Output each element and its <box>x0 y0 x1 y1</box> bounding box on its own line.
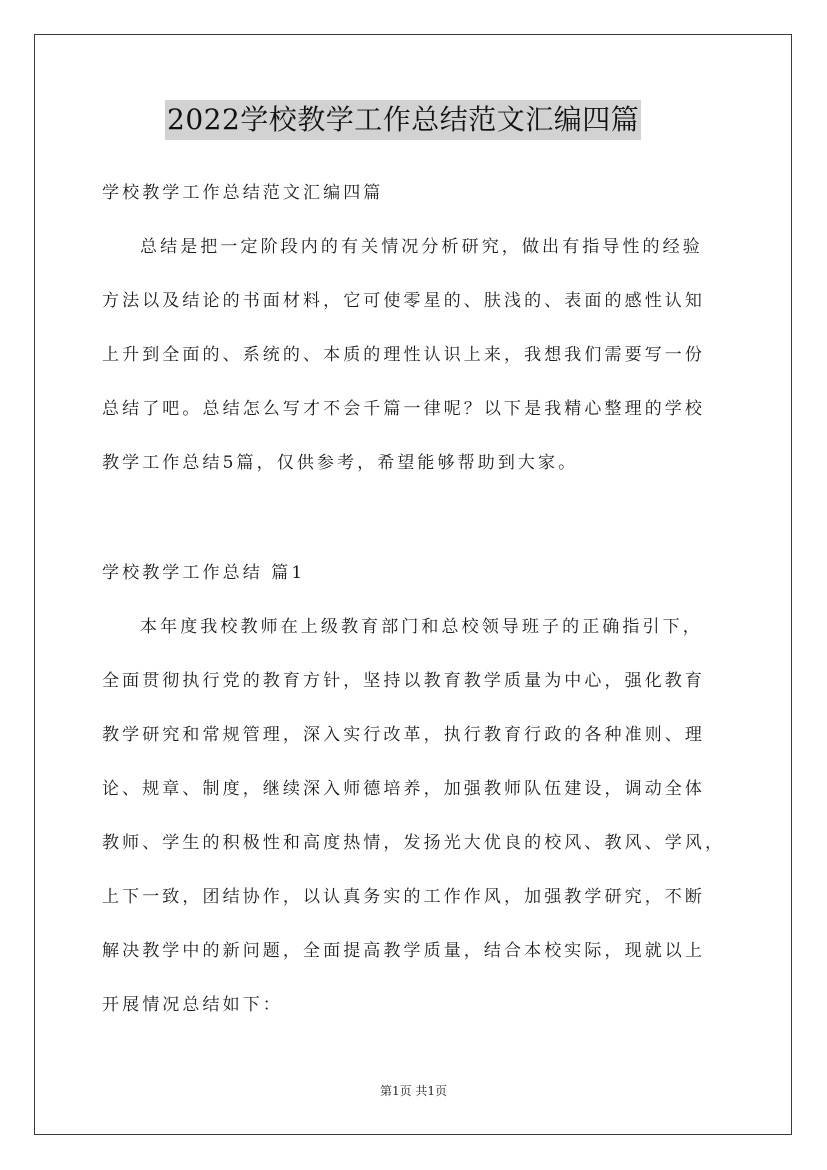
section-line: 开展情况总结如下： <box>102 995 283 1015</box>
page-number-footer: 第1页 共1页 <box>379 1084 448 1098</box>
section-line: 论、规章、制度，继续深入师德培养，加强教师队伍建设，调动全体 <box>102 779 705 799</box>
intro-line: 方法以及结论的书面材料，它可使零星的、肤浅的、表面的感性认知 <box>102 291 705 311</box>
intro-line: 总结了吧。总结怎么写才不会千篇一律呢？以下是我精心整理的学校 <box>102 399 705 419</box>
section-line: 本年度我校教师在上级教育部门和总校领导班子的正确指引下， <box>140 617 703 637</box>
section-line: 上下一致，团结协作，以认真务实的工作作风，加强教学研究，不断 <box>102 887 705 907</box>
section-line: 教师、学生的积极性和高度热情，发扬光大优良的校风、教风、学风， <box>102 833 726 853</box>
intro-line: 教学工作总结5篇，仅供参考，希望能够帮助到大家。 <box>102 453 579 473</box>
document-subtitle: 学校教学工作总结范文汇编四篇 <box>102 183 384 203</box>
section-heading: 学校教学工作总结 篇1 <box>102 563 306 583</box>
intro-line: 上升到全面的、系统的、本质的理性认识上来，我想我们需要写一份 <box>102 345 705 365</box>
document-title: 2022学校教学工作总结范文汇编四篇 <box>165 100 641 140</box>
section-line: 解决教学中的新问题，全面提高教学质量，结合本校实际，现就以上 <box>102 941 705 961</box>
section-line: 全面贯彻执行党的教育方针，坚持以教育教学质量为中心，强化教育 <box>102 671 705 691</box>
intro-line: 总结是把一定阶段内的有关情况分析研究，做出有指导性的经验 <box>140 237 703 257</box>
section-line: 教学研究和常规管理，深入实行改革，执行教育行政的各种准则、理 <box>102 725 705 745</box>
